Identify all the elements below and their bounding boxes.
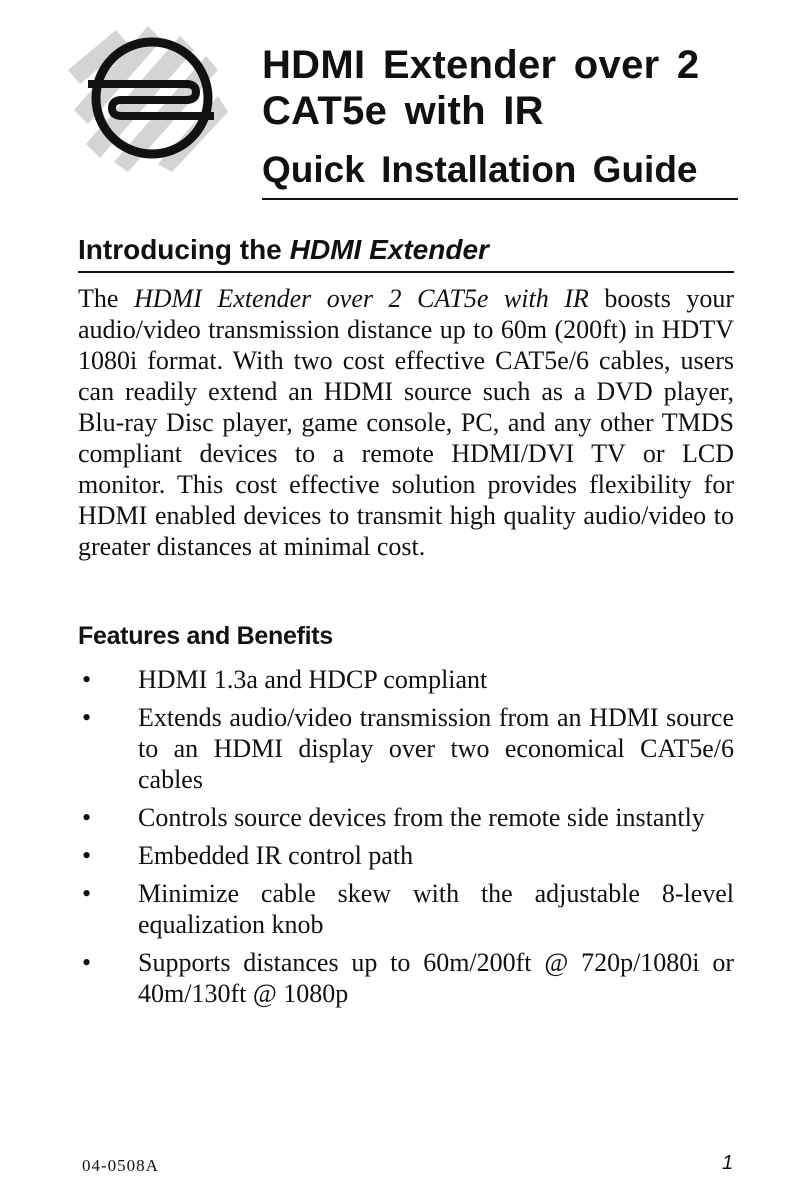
- document-title: HDMI Extender over 2 CAT5e with IR: [262, 43, 700, 133]
- intro-paragraph: [78, 283, 734, 562]
- list-item: [78, 702, 734, 795]
- list-item: [78, 878, 734, 940]
- feature-text: Minimize cable skew with the adjustable 8-level equalization knob: [138, 879, 734, 939]
- feature-text: Supports distances up to 60m/200ft @ 720p/1080i or 40m/130ft @ 1080p: [138, 948, 734, 1008]
- bullet-icon: •: [82, 703, 92, 732]
- title-block: [262, 42, 738, 200]
- intro-heading-prefix: Introducing the: [78, 234, 282, 265]
- bullet-icon: •: [82, 879, 92, 908]
- bullet-icon: •: [82, 841, 92, 870]
- bullet-icon: •: [82, 803, 92, 832]
- list-item: [78, 947, 734, 1009]
- intro-heading-emphasis: HDMI Extender: [289, 234, 489, 265]
- list-item: [78, 802, 734, 833]
- bullet-icon: •: [82, 665, 92, 694]
- features-list: [78, 664, 734, 1016]
- siig-logo-icon: [68, 22, 228, 172]
- intro-heading: [78, 232, 734, 273]
- features-heading: Features and Benefits: [78, 622, 333, 650]
- intro-product-name: HDMI Extender over 2 CAT5e with IR: [133, 284, 589, 313]
- feature-text: HDMI 1.3a and HDCP compliant: [138, 665, 488, 694]
- bullet-icon: •: [82, 948, 92, 977]
- document-subtitle: Quick Installation Guide: [262, 148, 738, 200]
- page-number: 1: [722, 1152, 734, 1174]
- feature-text: Extends audio/video transmission from an HDMI source to an HDMI display over two economical CAT5e/6 cables: [138, 703, 734, 794]
- intro-lead: The: [78, 284, 119, 313]
- feature-text: Embedded IR control path: [138, 841, 414, 870]
- intro-body-text: boosts your audio/video transmission distance up to 60m (200ft) in HDTV 1080i format. With two cost effective CAT5e/6 cables, users can readily extend an HDMI source such as a DVD player, Blu-ray Disc player, game console, PC, and any other TMDS compliant devices to a remote HDMI/DVI TV or LCD monitor. This cost effective solution provides flexibility for HDMI enabled devices to transmit high quality audio/video to greater distances at minimal cost.: [78, 284, 735, 561]
- document-code: 04-0508A: [82, 1156, 159, 1175]
- list-item: [78, 840, 734, 871]
- list-item: [78, 664, 734, 695]
- feature-text: Controls source devices from the remote side instantly: [138, 803, 705, 832]
